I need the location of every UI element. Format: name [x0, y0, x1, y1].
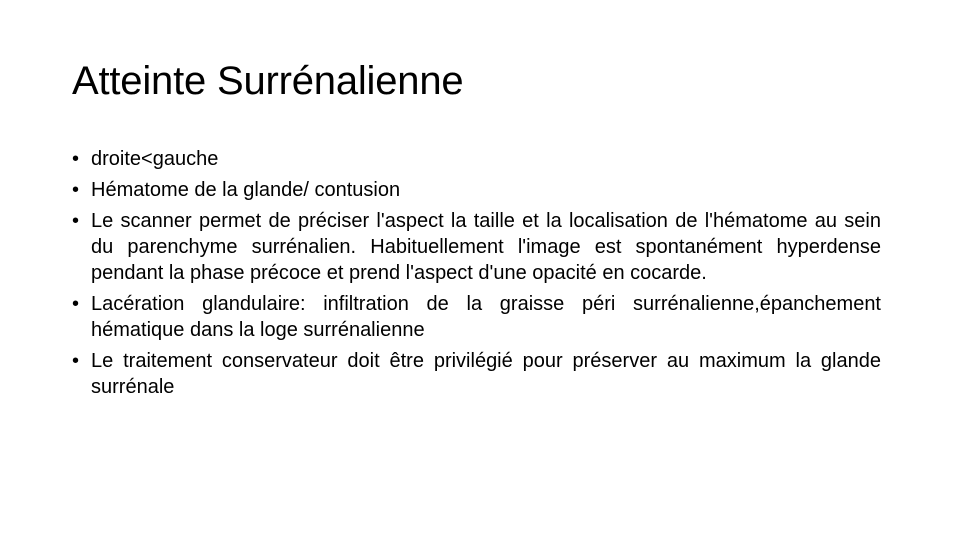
bullet-marker: •	[72, 350, 80, 372]
bullet-marker: •	[72, 210, 80, 232]
bullet-list	[72, 146, 881, 400]
bullet-text: Le traitement conservateur doit être privilégié pour préserver au maximum la glande surrénale	[91, 350, 881, 398]
bullet-text: Hématome de la glande/ contusion	[91, 179, 401, 201]
bullet-marker: •	[72, 179, 80, 201]
bullet-marker: •	[72, 293, 80, 315]
bullet-item	[72, 208, 881, 286]
bullet-text: Lacération glandulaire: infiltration de la graisse péri surrénalienne,épanchement hématique dans la loge surrénalienne	[91, 293, 881, 341]
bullet-item	[72, 177, 881, 203]
bullet-item	[72, 348, 881, 400]
bullet-item	[72, 146, 881, 172]
bullet-item	[72, 291, 881, 343]
bullet-marker: •	[72, 148, 80, 170]
bullet-text: Le scanner permet de préciser l'aspect la taille et la localisation de l'hématome au sein du parenchyme surrénalien. Habituellement l'image est spontanément hyperdense pendant la phase précoce et prend l'aspect d'une opacité en cocarde.	[91, 210, 881, 284]
slide-title: Atteinte Surrénalienne	[72, 59, 464, 103]
bullet-text: droite<gauche	[91, 148, 219, 170]
